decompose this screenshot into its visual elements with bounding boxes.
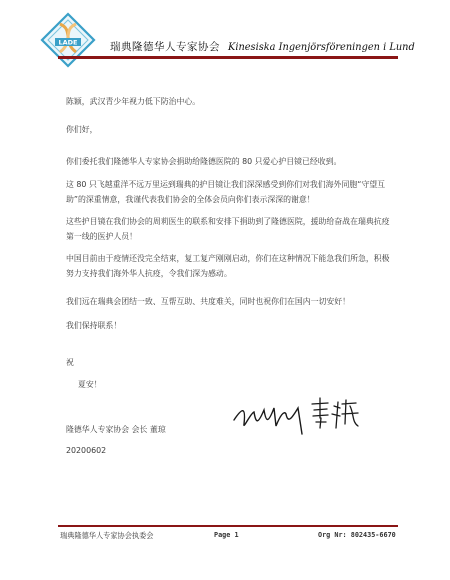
footer-org-number: Org Nr: 802435-6670 [318, 531, 396, 539]
salutation: 你们好， [66, 125, 98, 134]
org-name-chinese: 瑞典隆德华人专家协会 [110, 41, 220, 53]
closing-greeting: 夏安！ [78, 380, 102, 389]
header-divider [58, 56, 398, 59]
logo-text: LADE [58, 38, 78, 47]
addressee: 陈颖，武汉青少年视力低下防治中心。 [66, 97, 201, 106]
footer-page-number: Page 1 [214, 531, 239, 539]
org-name-swedish: Kinesiska Ingenjörsföreningen i Lund [228, 42, 415, 53]
paragraph-1: 你们委托我们隆德华人专家协会捐助给隆德医院的 80 只爱心护目镜已经收到。 [66, 157, 342, 166]
paragraph-4: 中国目前由于疫情还没完全结束，复工复产刚刚启动，你们在这种情况下能急我们所急，积极努力支持我们海外华人抗疫，令我们深为感动。 [66, 254, 390, 278]
paragraph-2: 这 80 只飞越重洋不远万里运到瑞典的护目镜让我们深深感受到你们对我们海外同胞“守望互助”的深重情意，我谨代表我们协会的全体会员向你们表示深深的谢意！ [66, 180, 385, 204]
letter-date: 20200602 [66, 446, 107, 455]
paragraph-6: 我们保持联系！ [66, 321, 122, 330]
paragraph-3: 这些护目镜在我们协会的周莉医生的联系和安排下捐助到了隆德医院，援助给奋战在瑞典抗疫第一线的医护人员！ [66, 217, 390, 241]
paragraph-5: 我们远在瑞典会团结一致、互帮互助、共度难关，同时也祝你们在国内一切安好！ [66, 297, 351, 306]
footer-divider [58, 525, 398, 527]
footer-org: 瑞典隆德华人专家协会执委会 [60, 531, 154, 540]
signer-line: 隆德华人专家协会 会长 董琼 [66, 425, 166, 434]
org-title [110, 39, 415, 54]
closing-wish: 祝 [66, 358, 74, 367]
association-logo [40, 12, 96, 68]
